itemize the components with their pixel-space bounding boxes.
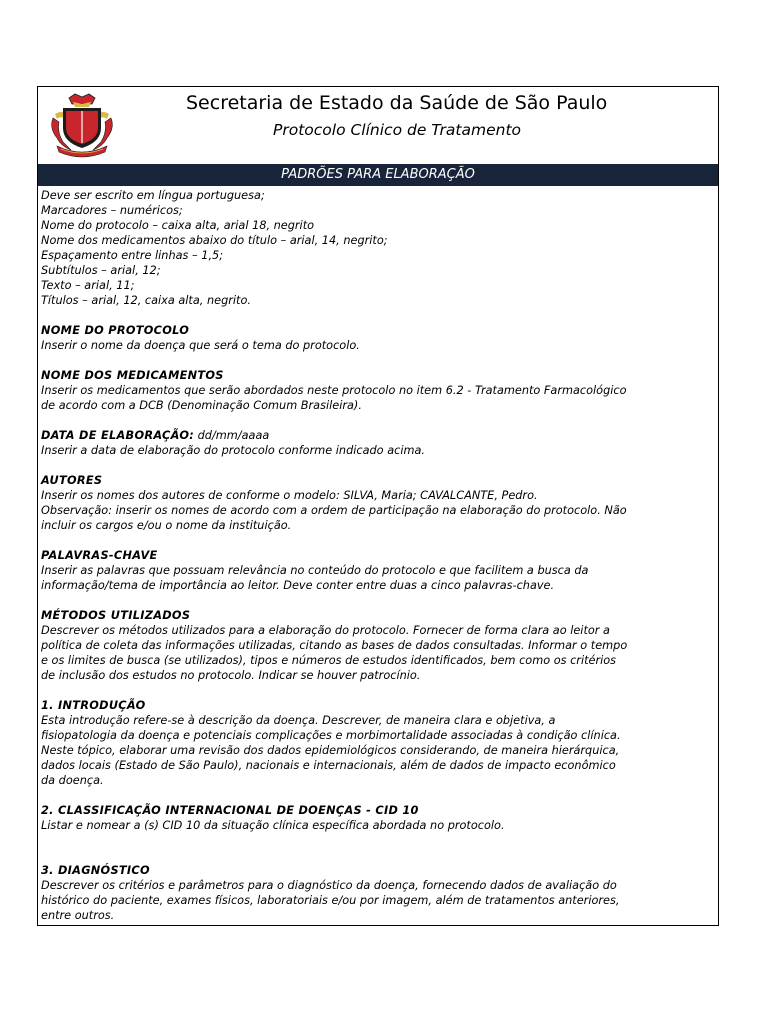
section-heading-protocol-name: NOME DO PROTOCOLO — [41, 324, 190, 337]
section-heading-keywords: PALAVRAS-CHAVE — [41, 549, 158, 562]
section-text: informação/tema de importância ao leitor. Deve conter entre duas a cinco palavras-chave. — [41, 579, 555, 592]
section-heading-medications: NOME DOS MEDICAMENTOS — [41, 369, 224, 382]
section-text: Esta introdução refere-se à descrição da doença. Descrever, de maneira clara e objetiva, a — [41, 714, 556, 727]
section-text: Inserir os medicamentos que serão abordados neste protocolo no item 6.2 - Tratamento Farmacológico — [41, 384, 627, 397]
section-text: Inserir os nomes dos autores de conforme o modelo: SILVA, Maria; CAVALCANTE, Pedro. — [41, 489, 538, 502]
section-text: Descrever os critérios e parâmetros para o diagnóstico da doença, fornecendo dados de avaliação do — [41, 879, 617, 892]
section-heading-methods: MÉTODOS UTILIZADOS — [41, 609, 191, 622]
document-body — [41, 188, 717, 923]
section-text: Inserir a data de elaboração do protocolo conforme indicado acima. — [41, 444, 425, 457]
section-heading-cid: 2. CLASSIFICAÇÃO INTERNACIONAL DE DOENÇAS - CID 10 — [41, 804, 419, 817]
document-frame — [37, 86, 719, 926]
standard-line: Subtítulos – arial, 12; — [41, 264, 161, 277]
page-subtitle: Protocolo Clínico de Tratamento — [273, 121, 522, 139]
page-title: Secretaria de Estado da Saúde de São Paulo — [186, 92, 608, 114]
section-text: Inserir o nome da doença que será o tema do protocolo. — [41, 339, 360, 352]
section-heading-authors: AUTORES — [41, 474, 103, 487]
section-text: de inclusão dos estudos no protocolo. Indicar se houver patrocínio. — [41, 669, 421, 682]
standard-line: Nome dos medicamentos abaixo do título – arial, 14, negrito; — [41, 234, 388, 247]
section-heading-date-row — [41, 428, 717, 443]
section-heading-date: DATA DE ELABORAÇÃO: — [41, 429, 195, 442]
section-text: fisiopatologia da doença e potenciais complicações e morbimortalidade associadas à condição clínica. — [41, 729, 621, 742]
date-format-value: dd/mm/aaaa — [194, 429, 270, 442]
section-text: Observação: inserir os nomes de acordo com a ordem de participação na elaboração do protocolo. Não — [41, 504, 627, 517]
standard-line: Títulos – arial, 12, caixa alta, negrito. — [41, 294, 251, 307]
document-header — [38, 87, 718, 164]
section-text: Listar e nomear a (s) CID 10 da situação clínica específica abordada no protocolo. — [41, 819, 505, 832]
section-text: de acordo com a DCB (Denominação Comum Brasileira). — [41, 399, 362, 412]
section-text: Neste tópico, elaborar uma revisão dos dados epidemiológicos considerando, de maneira hierárquica, — [41, 744, 620, 757]
section-text: da doença. — [41, 774, 104, 787]
standard-line: Deve ser escrito em língua portuguesa; — [41, 189, 265, 202]
standard-line: Marcadores – numéricos; — [41, 204, 183, 217]
standard-line: Nome do protocolo – caixa alta, arial 18, negrito — [41, 219, 315, 232]
section-heading-introduction: 1. INTRODUÇÃO — [41, 699, 146, 712]
section-text: e os limites de busca (se utilizados), tipos e números de estudos identificados, bem como os critérios — [41, 654, 617, 667]
section-text: Inserir as palavras que possuam relevância no conteúdo do protocolo e que facilitem a busca da — [41, 564, 589, 577]
section-heading-diagnosis: 3. DIAGNÓSTICO — [41, 864, 150, 877]
section-text: entre outros. — [41, 909, 115, 922]
section-text: dados locais (Estado de São Paulo), nacionais e internacionais, além de dados de impacto econômico — [41, 759, 616, 772]
standard-line: Texto – arial, 11; — [41, 279, 135, 292]
section-text: incluir os cargos e/ou o nome da instituição. — [41, 519, 292, 532]
standard-line: Espaçamento entre linhas – 1,5; — [41, 249, 224, 262]
sao-paulo-seal-icon — [49, 92, 115, 160]
section-text: Descrever os métodos utilizados para a elaboração do protocolo. Fornecer de forma clara ao leitor a — [41, 624, 610, 637]
section-band: PADRÕES PARA ELABORAÇÃO — [38, 164, 718, 186]
section-text: política de coleta das informações utilizadas, citando as bases de dados consultadas. Informar o tempo — [41, 639, 628, 652]
section-text: histórico do paciente, exames físicos, laboratoriais e/ou por imagem, além de tratamentos anteriores, — [41, 894, 620, 907]
